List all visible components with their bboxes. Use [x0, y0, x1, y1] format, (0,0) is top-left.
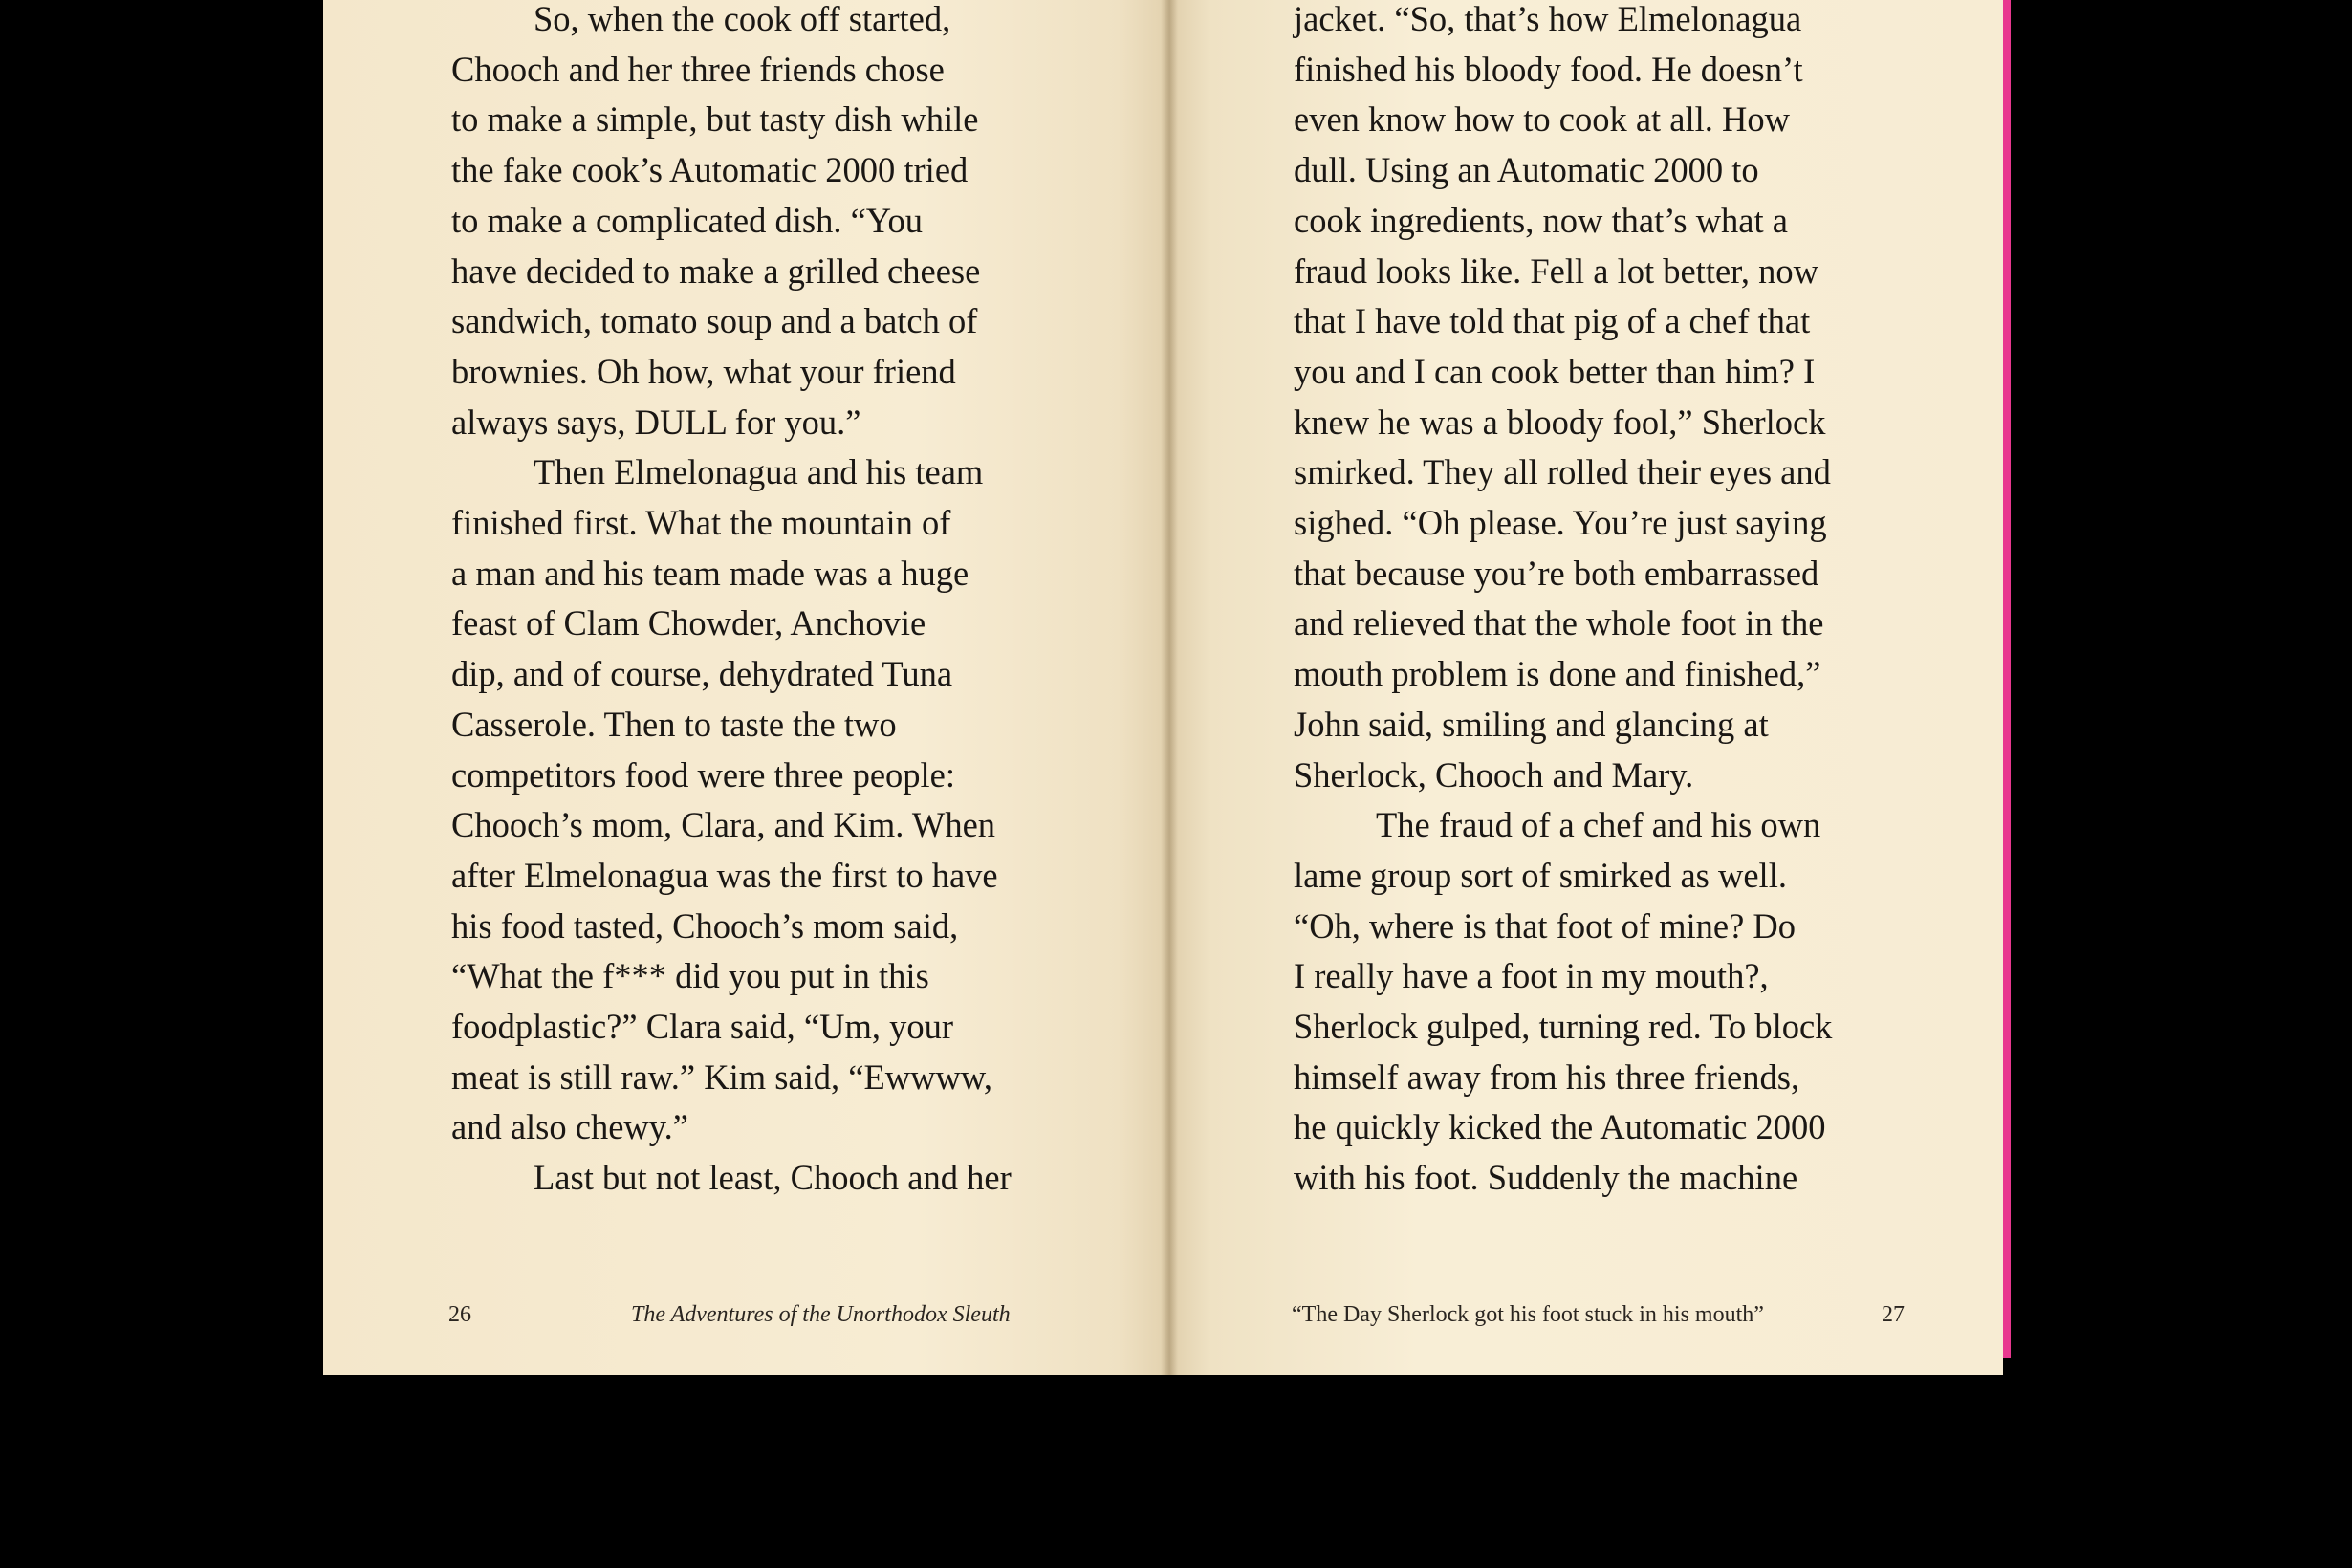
text-line: you and I can cook better than him? I — [1294, 351, 1816, 391]
text-line: “What the f*** did you put in this — [451, 956, 929, 996]
left-running-head: The Adventures of the Unorthodox Sleuth — [631, 1302, 1011, 1327]
text-line: Chooch and her three friends chose — [451, 49, 945, 89]
text-line: I really have a foot in my mouth?, — [1294, 956, 1769, 996]
right-running-head: “The Day Sherlock got his foot stuck in his mouth” — [1292, 1302, 1764, 1327]
text-line: sandwich, tomato soup and a batch of — [451, 301, 978, 341]
text-line: Chooch’s mom, Clara, and Kim. When — [451, 805, 996, 845]
text-line: meat is still raw.” Kim said, “Ewwww, — [451, 1056, 992, 1097]
text-line: sighed. “Oh please. You’re just saying — [1294, 503, 1827, 543]
text-line: So, when the cook off started, — [534, 0, 951, 38]
text-line: always says, DULL for you.” — [451, 402, 861, 442]
text-line: he quickly kicked the Automatic 2000 — [1294, 1107, 1826, 1147]
text-line: competitors food were three people: — [451, 754, 956, 795]
text-line: smirked. They all rolled their eyes and — [1294, 452, 1831, 492]
text-line: fraud looks like. Fell a lot better, now — [1294, 250, 1818, 291]
text-line: finished his bloody food. He doesn’t — [1294, 49, 1803, 89]
right-page-number: 27 — [1882, 1302, 1905, 1327]
text-line: Sherlock, Chooch and Mary. — [1294, 754, 1694, 795]
text-line: jacket. “So, that’s how Elmelonagua — [1294, 0, 1802, 38]
text-line: dull. Using an Automatic 2000 to — [1294, 150, 1759, 190]
text-line: cook ingredients, now that’s what a — [1294, 200, 1788, 240]
text-line: his food tasted, Chooch’s mom said, — [451, 905, 959, 946]
text-line: “Oh, where is that foot of mine? Do — [1294, 905, 1797, 946]
right-page-body — [1294, 0, 1953, 1204]
text-line: a man and his team made was a huge — [451, 553, 969, 593]
text-line: with his foot. Suddenly the machine — [1294, 1158, 1798, 1198]
text-line: foodplastic?” Clara said, “Um, your — [451, 1007, 954, 1047]
pink-page-edge — [2003, 0, 2011, 1358]
paragraph — [1294, 0, 1953, 800]
text-line: after Elmelonagua was the first to have — [451, 855, 998, 895]
text-line: and relieved that the whole foot in the — [1294, 603, 1824, 643]
text-line: that because you’re both embarrassed — [1294, 553, 1819, 593]
text-line: The fraud of a chef and his own — [1376, 805, 1821, 845]
text-line: and also chewy.” — [451, 1107, 688, 1147]
text-line: Then Elmelonagua and his team — [534, 452, 984, 492]
left-page-number: 26 — [448, 1302, 471, 1327]
text-line: have decided to make a grilled cheese — [451, 250, 981, 291]
text-line: even know how to cook at all. How — [1294, 99, 1791, 140]
text-line: knew he was a bloody fool,” Sherlock — [1294, 402, 1826, 442]
text-line: to make a simple, but tasty dish while — [451, 99, 979, 140]
paragraph — [451, 447, 1121, 1153]
text-line: Sherlock gulped, turning red. To block — [1294, 1007, 1833, 1047]
text-line: John said, smiling and glancing at — [1294, 704, 1769, 744]
paragraph — [1294, 800, 1953, 1204]
text-line: Last but not least, Chooch and her — [534, 1158, 1012, 1198]
text-line: the fake cook’s Automatic 2000 tried — [451, 150, 969, 190]
text-line: feast of Clam Chowder, Anchovie — [451, 603, 926, 643]
text-line: Casserole. Then to taste the two — [451, 704, 897, 744]
text-line: himself away from his three friends, — [1294, 1056, 1800, 1097]
book-spine-shadow — [1161, 0, 1178, 1375]
text-line: that I have told that pig of a chef that — [1294, 301, 1811, 341]
text-line: to make a complicated dish. “You — [451, 200, 923, 240]
text-line: lame group sort of smirked as well. — [1294, 855, 1787, 895]
paragraph — [451, 1153, 1121, 1204]
text-line: brownies. Oh how, what your friend — [451, 351, 956, 391]
left-page-body — [451, 0, 1121, 1204]
text-line: dip, and of course, dehydrated Tuna — [451, 654, 953, 694]
text-line: finished first. What the mountain of — [451, 503, 951, 543]
paragraph — [451, 0, 1121, 447]
text-line: mouth problem is done and finished,” — [1294, 654, 1821, 694]
